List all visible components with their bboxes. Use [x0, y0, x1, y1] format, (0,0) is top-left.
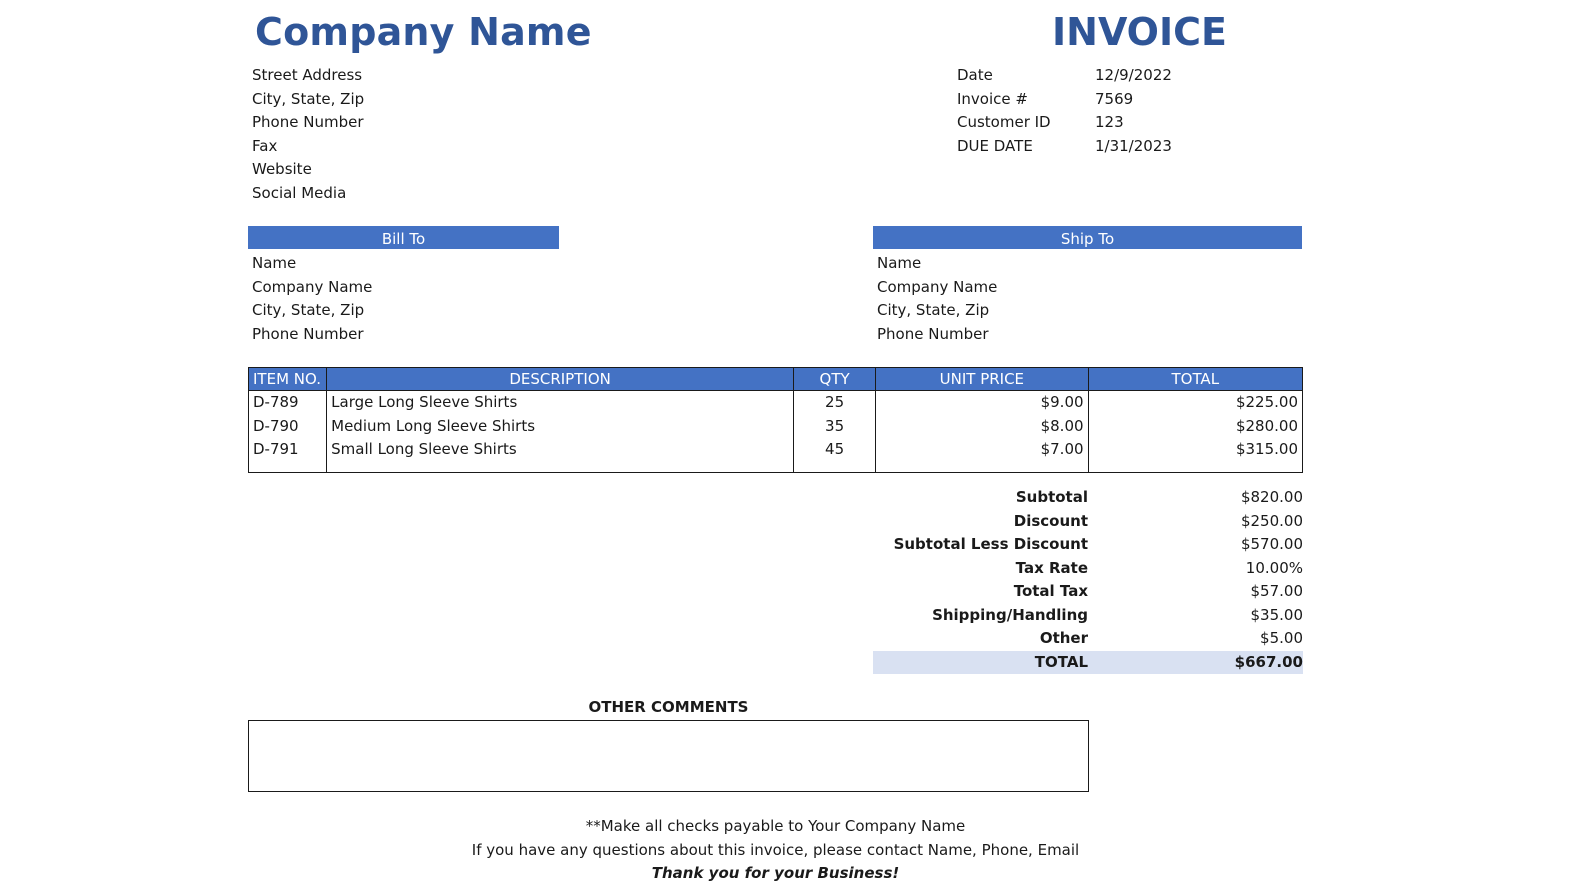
bill-to-phone: Phone Number — [252, 324, 364, 343]
totals-row-shipping — [873, 604, 1303, 628]
meta-label: DUE DATE — [957, 136, 1033, 155]
meta-label: Customer ID — [957, 113, 1051, 131]
totals-value: $250.00 — [1240, 511, 1303, 530]
cell-unit-price: $8.00 — [876, 415, 1088, 439]
cell-total: $225.00 — [1088, 391, 1302, 415]
cell-item-no: D-789 — [249, 391, 327, 415]
totals-label: TOTAL — [1034, 652, 1088, 671]
table-row — [249, 438, 1303, 462]
filler-cell — [327, 462, 794, 473]
cell-total: $315.00 — [1088, 438, 1302, 462]
totals-value: $570.00 — [1240, 535, 1303, 553]
totals-row-subtotal-less-discount — [873, 533, 1303, 557]
meta-value: 1/31/2023 — [1095, 136, 1172, 155]
totals-label: Total Tax — [1013, 582, 1088, 600]
col-header-description: DESCRIPTION — [327, 368, 794, 391]
meta-value: 7569 — [1095, 89, 1134, 108]
company-phone: Phone Number — [252, 113, 364, 131]
totals-row-discount — [873, 510, 1303, 534]
cell-qty: 35 — [794, 415, 876, 439]
other-comments-box[interactable] — [248, 720, 1089, 792]
totals-row-tax-rate — [873, 557, 1303, 581]
other-comments-title: OTHER COMMENTS — [588, 698, 749, 716]
cell-unit-price: $7.00 — [876, 438, 1088, 462]
cell-description: Large Long Sleeve Shirts — [327, 391, 794, 415]
filler-cell — [249, 462, 327, 473]
totals-label: Subtotal Less Discount — [893, 535, 1088, 553]
totals-label: Other — [1039, 629, 1088, 647]
totals-label: Subtotal — [1015, 488, 1088, 506]
col-header-qty: QTY — [794, 368, 876, 391]
line-items-table — [248, 367, 1303, 473]
cell-qty: 25 — [794, 391, 876, 415]
cell-item-no: D-790 — [249, 415, 327, 439]
bill-to-city: City, State, Zip — [252, 301, 365, 319]
totals-row-total-tax — [873, 580, 1303, 604]
company-website: Website — [252, 160, 312, 178]
col-header-total: TOTAL — [1088, 368, 1302, 391]
invoice-meta-block — [957, 64, 1172, 158]
totals-value: $820.00 — [1240, 488, 1303, 506]
ship-to-name: Name — [877, 254, 922, 272]
totals-value: $57.00 — [1250, 582, 1303, 600]
totals-value: $5.00 — [1260, 629, 1303, 647]
meta-row-invoice-number — [957, 88, 1172, 112]
cell-unit-price: $9.00 — [876, 391, 1088, 415]
cell-description: Small Long Sleeve Shirts — [327, 438, 794, 462]
table-row — [249, 391, 1303, 415]
cell-item-no: D-791 — [249, 438, 327, 462]
totals-row-subtotal — [873, 486, 1303, 510]
totals-value: $35.00 — [1250, 605, 1303, 624]
meta-row-date — [957, 64, 1172, 88]
bill-to-company: Company Name — [252, 277, 373, 296]
totals-label: Discount — [1013, 511, 1088, 530]
footer-contact-note: If you have any questions about this invoice, please contact Name, Phone, Email — [471, 840, 1080, 859]
totals-block — [873, 486, 1303, 674]
totals-value: $667.00 — [1234, 652, 1303, 671]
company-address-block — [252, 64, 364, 205]
company-street: Street Address — [252, 66, 363, 84]
col-header-unit-price: UNIT PRICE — [876, 368, 1088, 391]
totals-row-other — [873, 627, 1303, 651]
table-row — [249, 415, 1303, 439]
footer-payable-note: **Make all checks payable to Your Company Name — [585, 817, 966, 835]
meta-value: 12/9/2022 — [1095, 66, 1172, 84]
ship-to-header: Ship To — [873, 226, 1302, 249]
meta-label: Invoice # — [957, 89, 1028, 108]
ship-to-phone: Phone Number — [877, 324, 989, 343]
table-filler-row — [249, 462, 1303, 473]
ship-to-company: Company Name — [877, 277, 998, 296]
meta-row-customer-id — [957, 111, 1172, 135]
company-city: City, State, Zip — [252, 89, 365, 108]
filler-cell — [794, 462, 876, 473]
company-fax: Fax — [252, 136, 278, 155]
totals-row-grand-total — [873, 651, 1303, 675]
ship-to-city: City, State, Zip — [877, 301, 990, 319]
company-social: Social Media — [252, 183, 347, 202]
totals-label: Shipping/Handling — [932, 605, 1088, 624]
cell-qty: 45 — [794, 438, 876, 462]
bill-to-block — [252, 252, 372, 346]
bill-to-name: Name — [252, 254, 297, 272]
footer-notes — [248, 815, 1303, 886]
col-header-item-no: ITEM NO. — [249, 368, 327, 391]
cell-description: Medium Long Sleeve Shirts — [327, 415, 794, 439]
company-name: Company Name — [255, 10, 592, 54]
bill-to-header: Bill To — [248, 226, 559, 249]
cell-total: $280.00 — [1088, 415, 1302, 439]
meta-row-due-date — [957, 135, 1172, 159]
totals-value: 10.00% — [1245, 558, 1303, 577]
filler-cell — [876, 462, 1088, 473]
filler-cell — [1088, 462, 1302, 473]
meta-label: Date — [957, 66, 993, 84]
footer-thanks: Thank you for your Business! — [651, 864, 900, 882]
table-header-row — [249, 368, 1303, 391]
meta-value: 123 — [1095, 113, 1124, 131]
totals-label: Tax Rate — [1015, 558, 1088, 577]
invoice-title: INVOICE — [1052, 10, 1227, 54]
ship-to-block — [877, 252, 997, 346]
